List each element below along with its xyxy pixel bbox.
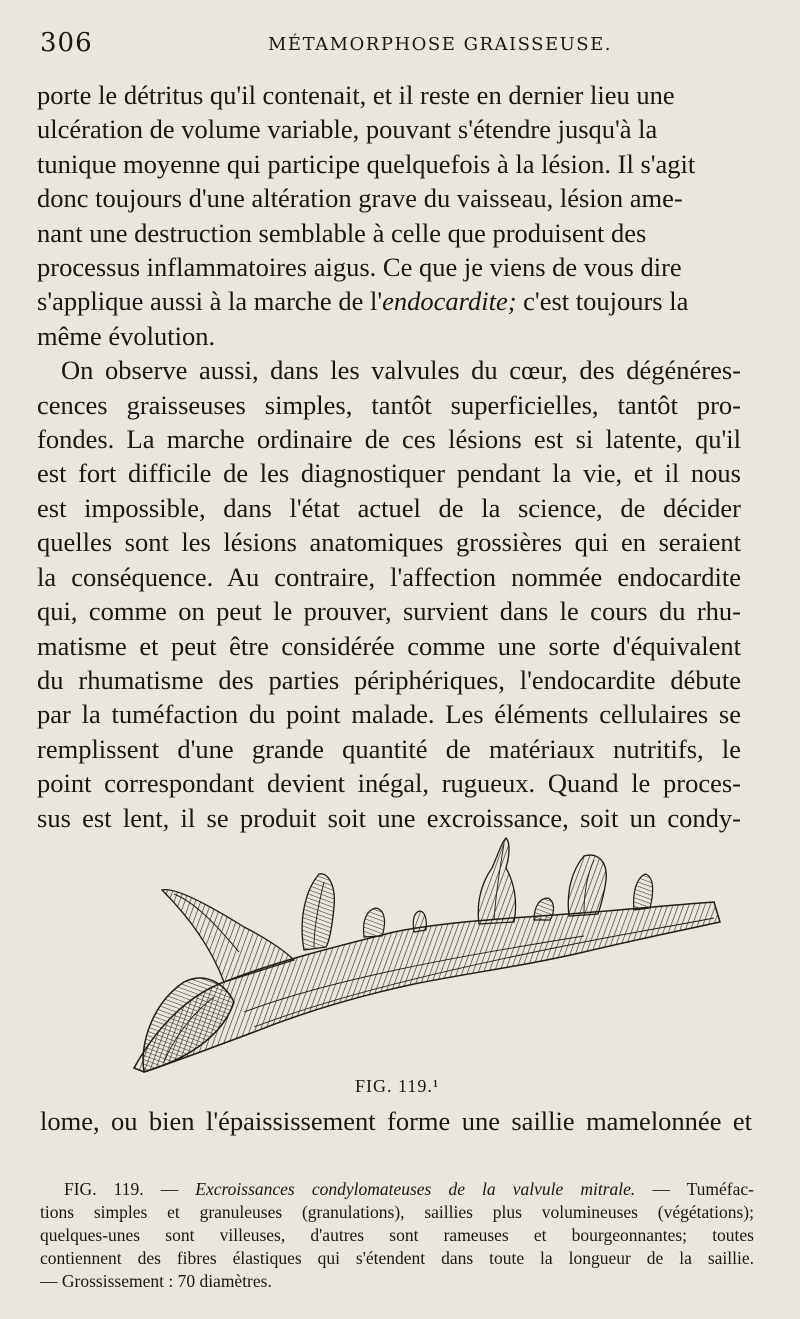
villous-projection-3 bbox=[364, 908, 385, 937]
text-line: qui, comme on peut le prouver, survient dans le cours du rhu- bbox=[37, 596, 741, 627]
left-outgrowth bbox=[143, 978, 234, 1072]
text-line: ulcération de volume variable, pouvant s'étendre jusqu'à la bbox=[37, 114, 658, 145]
text-line bbox=[37, 284, 741, 318]
villous-projection-2 bbox=[302, 874, 334, 950]
text-line: tunique moyenne qui participe quelquefois à la lésion. Il s'agit bbox=[37, 148, 696, 179]
body-text bbox=[37, 78, 741, 835]
text-line: processus inflammatoires aigus. Ce que je viens de vous dire bbox=[37, 252, 682, 283]
valve-excrescence-illustration bbox=[114, 832, 754, 1084]
text-line: nant une destruction semblable à celle que produisent des bbox=[37, 217, 647, 248]
figure-caption bbox=[40, 1178, 754, 1293]
text-line: porte le détritus qu'il contenait, et il reste en dernier lieu une bbox=[37, 80, 675, 110]
caption-fragment: — Tuméfac- bbox=[635, 1179, 754, 1199]
text-line: est impossible, dans l'état actuel de la science, de décider bbox=[37, 492, 741, 523]
text-line: donc toujours d'une altération grave du vaisseau, lésion ame- bbox=[37, 183, 683, 214]
text-line: la conséquence. Au contraire, l'affection nommée endocardite bbox=[37, 561, 741, 592]
text-line: point correspondant devient inégal, rugueux. Quand le proces- bbox=[37, 768, 741, 799]
figure-label: FIG. 119.¹ bbox=[355, 1076, 440, 1096]
text-line: par la tuméfaction du point malade. Les éléments cellulaires se bbox=[37, 699, 741, 730]
text-line: remplissent d'une grande quantité de matériaux nutritifs, le bbox=[37, 733, 741, 764]
right-finger-projection bbox=[634, 874, 653, 910]
caption-line: quelques-unes sont villeuses, d'autres sont rameuses et bourgeonnantes; toutes bbox=[40, 1225, 754, 1245]
caption-title: Excroissances condylomateuses de la valvule mitrale. bbox=[195, 1179, 636, 1199]
page-number: 306 bbox=[40, 28, 93, 58]
text-line: fondes. La marche ordinaire de ces lésions est si latente, qu'il bbox=[37, 424, 741, 455]
continuation-line: lome, ou bien l'épaississement forme une saillie mamelonnée et bbox=[40, 1106, 752, 1136]
running-title: MÉTAMORPHOSE GRAISSEUSE. bbox=[268, 34, 612, 55]
caption-line bbox=[40, 1178, 754, 1201]
figure-engraving bbox=[114, 832, 754, 1084]
right-large-projection bbox=[568, 855, 606, 916]
caption-label: FIG. 119. bbox=[64, 1179, 144, 1199]
text-line: même évolution. bbox=[37, 320, 216, 351]
caption-line: tions simples et granuleuses (granulations), saillies plus volumineuses (végétations); bbox=[40, 1202, 754, 1222]
text-line: quelles sont les lésions anatomiques grossières qui en seraient bbox=[37, 527, 741, 558]
caption-line: contiennent des fibres élastiques qui s'étendent dans toute la longueur de la saillie. bbox=[40, 1248, 754, 1268]
text-fragment: s'applique aussi à la marche de l' bbox=[37, 286, 383, 317]
italic-term: endocardite; bbox=[382, 286, 517, 317]
text-fragment: c'est toujours la bbox=[516, 286, 689, 317]
caption-line: — Grossissement : 70 diamètres. bbox=[40, 1271, 272, 1291]
villous-projection-5 bbox=[534, 898, 554, 920]
text-line: cences graisseuses simples, tantôt superficielles, tantôt pro- bbox=[37, 389, 741, 420]
text-line: sus est lent, il se produit soit une excroissance, soit un condy- bbox=[37, 802, 741, 833]
text-line: On observe aussi, dans les valvules du cœur, des dégénéres- bbox=[61, 355, 741, 386]
villous-projection-4 bbox=[413, 911, 426, 932]
paragraph-2 bbox=[37, 353, 741, 835]
branching-projection bbox=[478, 838, 515, 924]
page-header bbox=[40, 28, 760, 62]
text-line: matisme et peut être considérée comme une sorte d'équivalent bbox=[37, 630, 741, 661]
caption-dash: — bbox=[143, 1179, 196, 1199]
text-line: est fort difficile de les diagnostiquer pendant la vie, et il nous bbox=[37, 458, 741, 489]
text-line: du rhumatisme des parties périphériques, l'endocardite débute bbox=[37, 664, 741, 695]
paragraph-1 bbox=[37, 78, 741, 353]
